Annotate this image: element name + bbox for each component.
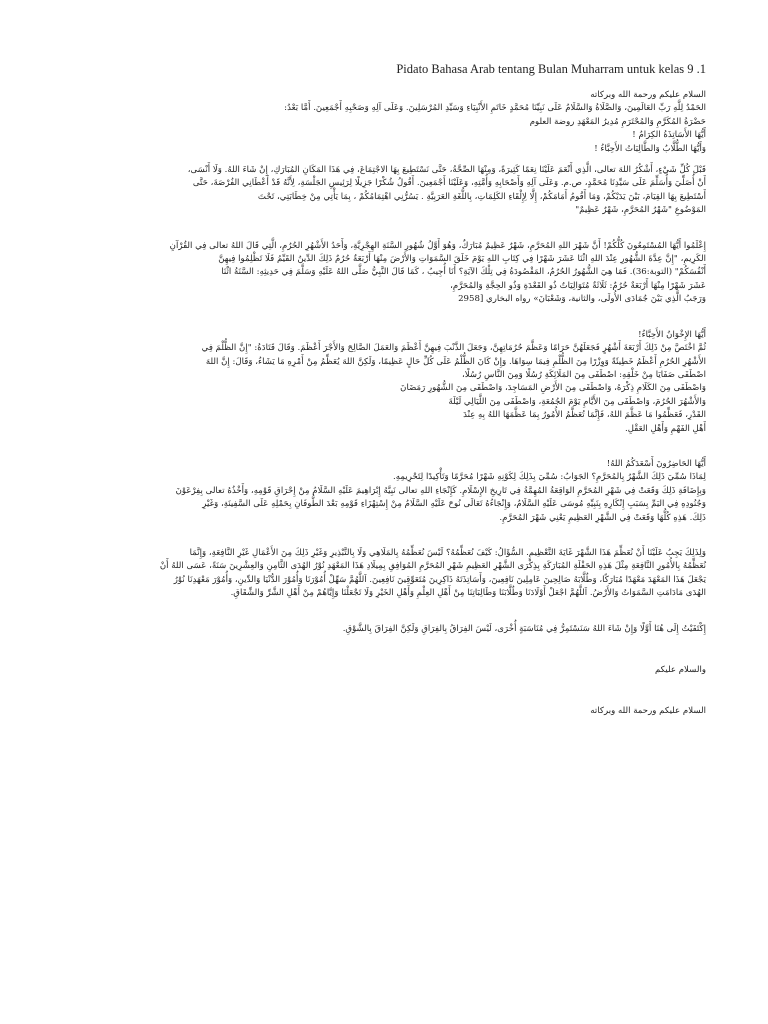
opening-block (50, 89, 706, 156)
text-line: أَنْفُسَكُمْ" (التوبة:36). فَمَا هِيَ الشُّهُورُ الحُرُمُ، المَقْصُودَةُ فِي تِلْكَ الآيَةِ؟ أَنَا أُجِيبُ ، كَمَا قَالَ النَّبِيُّ صَلَّى اللهُ عَلَيْهِ وَسَلَّمَ فِي حَدِيثِهِ: السَّنَةُ اثْنَا (221, 267, 706, 278)
text-line: اصْطَفَى صَفَايَا مِنْ خَلْقِهِ: اصْطَفَى مِنَ المَلَائِكَةِ رُسُلًا وَمِنَ النَّاسِ رُسُلًا، (462, 369, 706, 380)
address-students-line: وَأَيُّهَا الطُّلَّابُ وَالطَّالِبَاتُ الأَحِبَّاءُ ! (594, 143, 706, 154)
paragraph-prayer (50, 547, 706, 601)
text-line: وَالأَشْهُرَ الحُرُمَ، وَاصْطَفَى مِنَ الأَيَّامِ يَوْمَ الجُمُعَةِ، وَاصْطَفَى مِنَ اللَّيَالِي لَيْلَةَ (448, 396, 706, 407)
text-line: وَلِذَلِكَ يَجِبُ عَلَيْنَا أَنْ نُعَظِّمَ هَذَا الشَّهْرَ غَايَةَ التَّعْظِيمِ. السُّؤَالُ: كَيْفَ نُعَظِّمُهُ؟ لَيْسَ نُعَظِّمُهُ بِالمَلَاهِي وَلَا بِالتَّبْذِيرِ وَغَيْرِ ذَلِكَ مِنَ الأَعْمَالِ غَيْرِ النَّافِعَةِ، وَإِنَّمَا (189, 547, 706, 558)
text-line: المَوْضُوعِ "شَهْرُ المُحَرَّمِ، شَهْرٌ عَظِيمٌ" (575, 205, 706, 216)
section-heading: أَيُّهَا الإِخْوَانُ الأَحِبَّاءُ! (638, 329, 706, 340)
text-line: وَجُنُودِهِ فِي اليَمِّ بِسَبَبِ إِنْكَارِهِ بِنَبِيِّهِ مُوسَى عَلَيْهِ السَّلَامُ، وَإِنْجَاءُهُ تَعَالَى نُوحَ عَلَيْهِ السَّلَامُ مِنْ إِسْتِهْزَاءِ قَوْمِهِ بَعْدَ الطُّوفَانِ بِحَمْلِهِ عَلَى السَّفِينَةِ، وَغَيْرِ (202, 499, 706, 510)
text-line: أَسْتَطِيعَ بِهَا القِيَامَ، بَيْنَ يَدَيْكُمْ، وَمَا أَقُومُ أَمَامَكُمْ، إِلَّا لِإِلْقَاءِ الكَلِمَاتِ، بِاللُّغَةِ العَرَبِيَّةِ . يَسُرُّنِي اهْتِمَامُكُمْ ، بِمَا يَأْتِي مِنْ خِطَابَتِي، تَحْتَ (257, 191, 706, 202)
address-director-line: حَضْرَةُ المُكَرَّمِ وَالمُحْتَرَمِ مُدِيرُ المَعْهَدِ روضة العلوم (529, 116, 706, 127)
text-line: وَاصْطَفَى مِنَ الكَلَامِ ذِكْرَهُ، وَاصْطَفَى مِنَ الأَرْضِ المَسَاجِدَ، وَاصْطَفَى مِنَ الشُّهُورِ رَمَضَانَ (400, 383, 706, 394)
closing-line: والسلام عليكم (654, 665, 706, 675)
text-line: الكَرِيمِ، "إِنَّ عِدَّةَ الشُّهُورِ عِنْدَ اللهِ اثْنَا عَشَرَ شَهْرًا فِي كِتَابِ اللهِ يَوْمَ خَلَقَ السَّمَوَاتِ وَالأَرْضَ مِنْهَا أَرْبَعَةٌ حُرُمٌ ذَلِكَ الدِّينُ القَيِّمُ فَلَا تَظْلِمُوا فِيهِنَّ (218, 254, 706, 265)
closing-salam-short (50, 664, 706, 677)
text-line: الأَشْهُرِ الحُرُمِ أَعْظَمُ خَطِيئَةً وَوِزْرًا مِنَ الظُّلْمِ فِيمَا سِوَاهَا. وَإِنْ كَانَ الظُّلْمُ عَلَى كُلِّ حَالٍ عَظِيمًا، وَلَكِنَّ اللهَ يُعَظِّمُ مِنْ أَمْرِهِ مَا يَشَاءُ، وَقَالَ: إِنَّ اللهَ (205, 356, 706, 367)
text-line: لِمَاذَا سُمِّيَ ذَلِكَ الشَّهْرُ بِالمُحَرَّمِ؟ الجَوَابُ: سُمِّيَ بِذَلِكَ لِكَوْنِهِ شَهْرًا مُحَرَّمًا وَتَأْكِيدًا لِتَحْرِيمِهِ. (393, 472, 706, 483)
text-line: وَبِإِضَافَةِ ذَلِكَ وَقَعَتْ فِي شَهْرِ المُحَرَّمِ الوَاقِعَةُ المُهِمَّةُ فِي تَارِيخِ الإِسْلَامِ. كَإِنْجَاءِ اللهِ تعالى نَبِيَّهُ إِبْرَاهِيمَ عَلَيْهِ السَّلَامُ مِنْ إِحْرَاقِ قَوْمِهِ، وَأَخْذُهُ تعالى بِفِرْعَوْنَ (175, 485, 706, 496)
text-line: إِعْلَمُوا أَيُّهَا المُسْتَمِعُونَ كُلُّكُمْ! أَنَّ شَهْرَ اللهِ المُحَرَّمِ، شَهْرٌ عَظِيمٌ مُبَارَكٌ، وَهُوَ أَوَّلُ شُهُورِ السَّنَةِ الهِجْرِيَّةِ، وَأَحَدُ الأَشْهُرِ الحُرُمِ، الَّتِي قَالَ اللهُ تعالى فِي القُرْآنِ (169, 240, 706, 251)
text-line: ثُمَّ اخْتَصَّ مِنْ ذَلِكَ أَرْبَعَةَ أَشْهُرٍ فَجَعَلَهُنَّ حَرَامًا وَعَظَّمَ حُرُمَاتِهِنَّ، وَجَعَلَ الذَّنْبَ فِيهِنَّ أَعْظَمَ وَالعَمَلَ الصَّالِحَ وَالأَجْرَ أَعْظَمَ. وَقَالَ قَتَادَةُ: "إِنَّ الظُّلْمَ فِي (201, 343, 706, 354)
document-title: Pidato Bahasa Arab tentang Bulan Muharram untuk kelas 9 .1 (396, 62, 706, 76)
closing-line: السلام عليكم ورحمة الله وبركاته (590, 706, 706, 717)
text-line: قَبْلَ كُلِّ شَيْءٍ، أَشْكُرُ اللهَ تعالى، الَّذِي أَنْعَمَ عَلَيْنَا نِعَمًا كَثِيرَةً، وَمِنْهَا الصِّحَّةُ، حَتَّى نَسْتَطِيعَ بِهَا الاجْتِمَاعَ، فِي هَذَا المَكَانِ المُبَارَكِ، إِنْ شَاءَ اللهُ. وَلَا أَنْسَى، (187, 165, 706, 176)
text-line: القَدْرِ، فَعَظِّمُوا مَا عَظَّمَ اللهُ، فَإِنَّمَا تُعَظَّمُ الأُمُورُ بِمَا عَظَّمَهَا اللهُ بِهِ عِنْدَ (463, 410, 706, 421)
greeting-line: السلام عليكم ورحمة الله وبركاته (590, 90, 706, 100)
text-line: عَشَرَ شَهْرًا مِنْهَا أَرْبَعَةٌ حُرُمٌ: ثَلَاثَةٌ مُتَوَالِيَاتٌ ذُو القَعْدَةِ وَذُو الحِجَّةِ وَالمُحَرَّمِ، (450, 280, 706, 291)
text-line: إِكْتَفَيْتُ إِلَى هُنَا أَوَّلًا وَإِنْ شَاءَ اللهُ سَنَسْتَمِرُّ فِي مُنَاسَبَةٍ أُخْرَى، لَيْسَ الفِرَاقُ بِالفِرَاقِ وَلَكِنَّ الفِرَاقَ بِالشَّوْقِ. (342, 623, 706, 634)
hamdalah-line: الحَمْدُ لِلَّهِ رَبِّ العَالَمِينَ، وَالصَّلَاةُ وَالسَّلَامُ عَلَى نَبِيِّنَا مُحَمَّدٍ خَاتَمِ الأَنْبِيَاءِ وَسَيِّدِ المُرْسَلِينَ. وَعَلَى آلِهِ وَصَحْبِهِ أَجْمَعِينَ. أَمَّا بَعْدُ: (284, 103, 706, 114)
text-line: ذَلِكَ. هَذِهِ كُلُّهَا وَقَعَتْ فِي الشَّهْرِ العَظِيمِ يَعْنِي شَهْرَ المُحَرَّمِ. (499, 512, 706, 523)
section-heading: أَيُّهَا الحَاضِرُونَ أَسْعَدَكُمُ اللهُ! (606, 458, 706, 469)
paragraph-name-meaning (50, 458, 706, 525)
text-line: يَجْعَلَ هَذَا المَعْهَدَ مَعْهَدًا مُبَارَكًا، وَطُلَّابَهُ صَالِحِينَ عَامِلِينَ نَافِعِينَ، وَأَسَاتِذَتَهُ ذَاكِرِينَ مُتَعَوِّقِينَ نَافِعِينَ. اَللَّهُمَّ سَهِّلْ أُمُوْرَنَا وَأُمُوْرَ الدُّنْيَا وَالدِّينِ، وَأُمُوْرَ مَعْهَدِنَا نُوْرُ (173, 574, 706, 585)
text-line: أَهْلِ الفَهْمِ وَأَهْلِ العَقْلِ. (625, 423, 706, 434)
paragraph-sacred-months (50, 329, 706, 436)
paragraph-muharram-intro (50, 240, 706, 307)
text-line: أَنْ أُصَلِّيَ وَأُسَلِّمَ عَلَى سَيِّدِنَا مُحَمَّدٍ، ص.م. وَعَلَى آلِهِ وَأَصْحَابِهِ وَأُمَّتِهِ، وَعَلَيْنَا أَجْمَعِينَ. أَقُولُ شُكْرًا جَزِيلًا لِرَئِيسِ الجَلْسَةِ، لِأَنَّهُ قَدْ أَعْطَانِي الفُرْصَةَ، حَتَّى (192, 178, 706, 189)
address-teachers-line: أَيُّهَا الأَسَاتِذَةُ الكِرَامُ ! (632, 130, 706, 141)
paragraph-thanks (50, 164, 706, 218)
text-line: نُعَظِّمُهُ بِالأُمُورِ النَّافِعَةِ مِثْلَ هَذِهِ الحَفْلَةِ المُبَارَكَةِ بِذِكْرَى الشَّهْرِ العَظِيمِ شَهْرِ المُحَرَّمِ المُوَافِقِ بِمِيلَادِ هَذَا المَعْهَدِ نُوْرُ الهُدَى الثَّامِنِ وَالعِشْرِينَ سَنَةً، عَسَى اللهُ أَنْ (159, 561, 706, 572)
paragraph-closing-remark (50, 623, 706, 636)
text-line: وَرَجَبُ الَّذِي بَيْنَ جُمَادَى الأُولَى، والثانية، وَشَعْبَانَ» رواه البخاري [2958 (458, 294, 706, 305)
text-line: الهُدَى مَادَامَتِ السَّمَوَاتُ وَالأَرْضُ. اَللَّهُمَّ اجْعَلْ أَوْلَادَنَا وَطُلَّابَنَا وَطَالِبَاتِنَا مِنْ أَهْلِ العِلْمِ وَأَهْلِ الخَيْرِ وَلَا تَجْعَلْنَا وَإِيَّاهُمْ مِنْ أَهْلِ الشَّرِّ وَالشِّقَاقِ. (230, 588, 706, 599)
document-page (50, 62, 706, 1012)
closing-salam-full (50, 705, 706, 718)
